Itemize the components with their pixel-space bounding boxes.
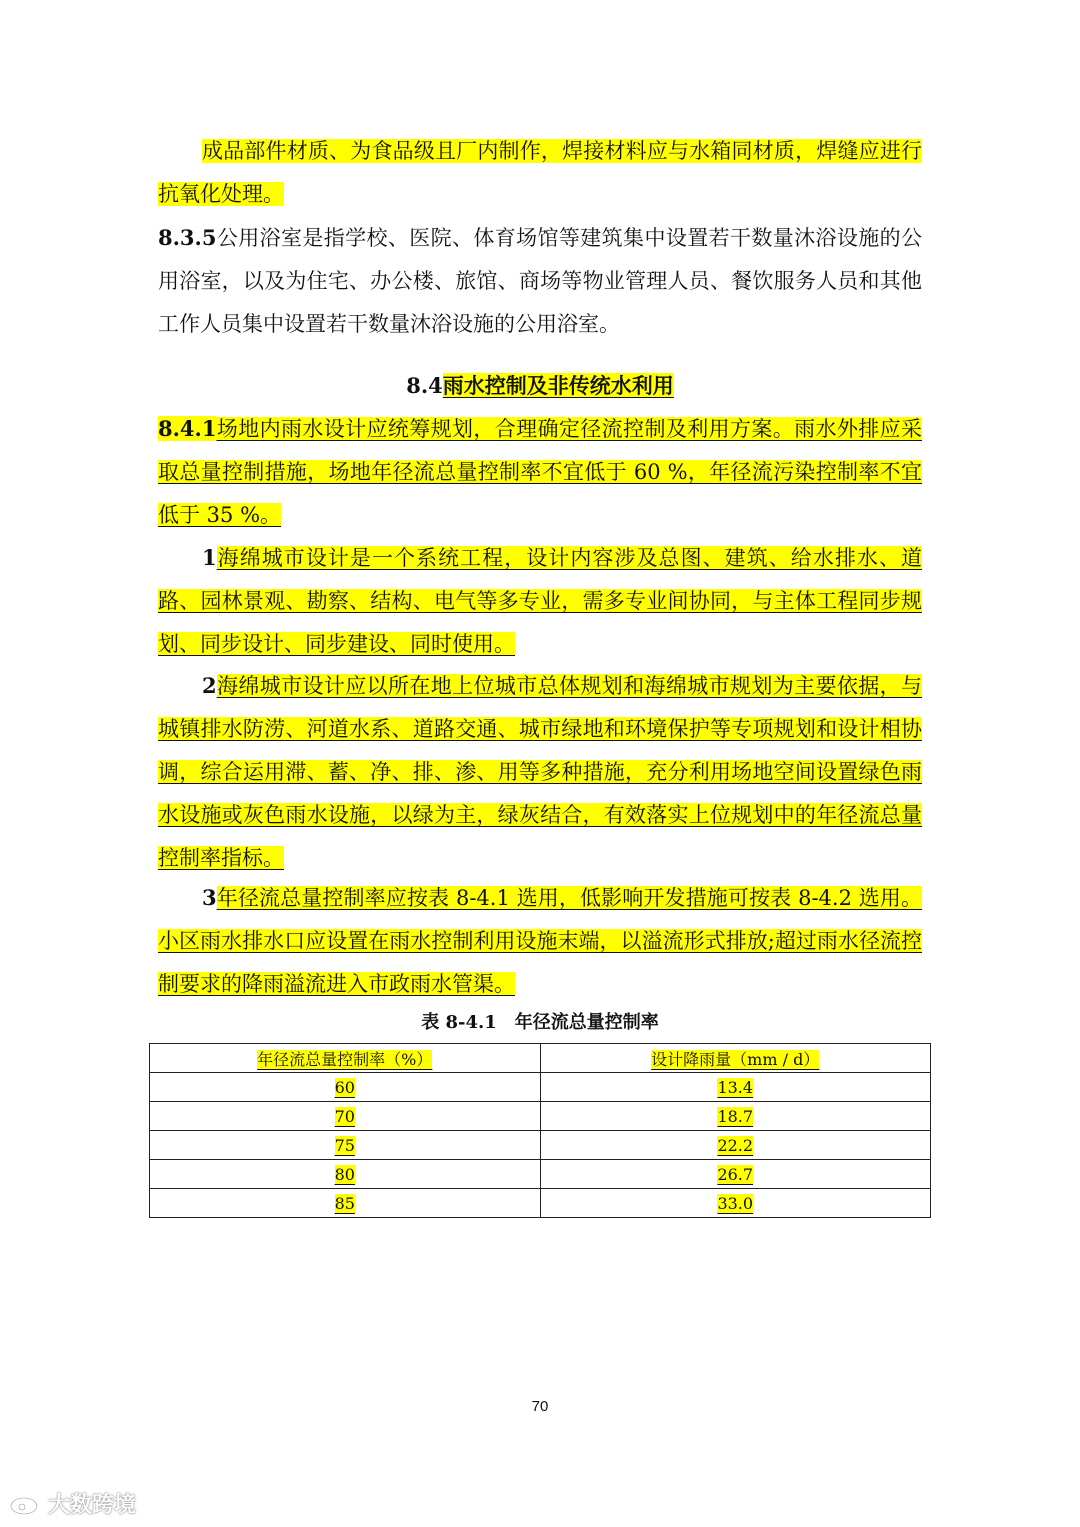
item-number: 2 <box>202 673 217 698</box>
cell-value: 22.2 <box>717 1135 754 1155</box>
table-row <box>150 1102 931 1131</box>
table-cell <box>540 1073 931 1102</box>
clause-8-3-5 <box>158 216 922 346</box>
paragraph-continuation <box>158 130 922 216</box>
table-cell <box>150 1160 541 1189</box>
clause-text: 场地内雨水设计应统筹规划，合理确定径流控制及利用方案。雨水外排应采取总量控制措施，场地年径流总量控制率不宜低于 60 %，年径流污染控制率不宜低于 35 %。 <box>158 417 922 527</box>
clause-item-2 <box>158 664 922 880</box>
clause-number: 8.4.1 <box>158 416 217 441</box>
item-number: 1 <box>202 545 217 570</box>
clause-text: 公用浴室是指学校、医院、体育场馆等建筑集中设置若干数量沐浴设施的公用浴室，以及为住宅、办公楼、旅馆、商场等物业管理人员、餐饮服务人员和其他工作人员集中设置若干数量沐浴设施的公用浴室。 <box>158 226 922 336</box>
table-row <box>150 1189 931 1218</box>
weibo-logo-icon <box>8 1493 44 1515</box>
item-text: 海绵城市设计是一个系统工程，设计内容涉及总图、建筑、给水排水、道路、园林景观、勘察、结构、电气等多专业，需多专业间协同，与主体工程同步规划、同步设计、同步建设、同时使用。 <box>158 546 922 656</box>
header-cell <box>540 1044 931 1073</box>
cell-value: 26.7 <box>717 1164 754 1184</box>
item-number: 3 <box>202 885 217 910</box>
watermark-text: 大数跨境 <box>48 1493 137 1518</box>
table-header-row <box>150 1044 931 1073</box>
runoff-control-table <box>149 1043 931 1218</box>
table-cell <box>540 1189 931 1218</box>
table-row <box>150 1160 931 1189</box>
watermark <box>8 1488 136 1519</box>
highlighted-text: 成品部件材质、为食品级且厂内制作，焊接材料应与水箱同材质，焊缝应进行抗氧化处理。 <box>158 139 922 206</box>
table-cell <box>540 1160 931 1189</box>
cell-value: 13.4 <box>717 1077 754 1097</box>
section-title-text: 雨水控制及非传统水利用 <box>442 373 674 398</box>
section-number: 8.4 <box>406 373 443 398</box>
table-row <box>150 1131 931 1160</box>
table-cell <box>150 1189 541 1218</box>
cell-value: 18.7 <box>717 1106 754 1126</box>
table-cell <box>540 1131 931 1160</box>
table-cell <box>150 1131 541 1160</box>
cell-value: 75 <box>334 1135 355 1155</box>
page-number: 70 <box>531 1398 549 1415</box>
clause-8-4-1 <box>158 407 922 537</box>
table-cell <box>150 1073 541 1102</box>
header-cell <box>150 1044 541 1073</box>
section-title <box>0 364 1080 407</box>
table-row <box>150 1073 931 1102</box>
cell-value: 60 <box>334 1077 355 1097</box>
clause-item-1 <box>158 536 922 666</box>
item-text: 年径流总量控制率应按表 8-4.1 选用，低影响开发措施可按表 8-4.2 选用。小区雨水排水口应设置在雨水控制利用设施末端，以溢流形式排放;超过雨水径流控制要求的降雨溢流进入市政雨水管渠。 <box>158 886 922 996</box>
clause-item-3 <box>158 876 922 1006</box>
table-title: 表 8-4.1 年径流总量控制率 <box>421 1012 659 1033</box>
cell-value: 70 <box>334 1106 355 1126</box>
header-label: 设计降雨量（mm / d） <box>651 1049 820 1069</box>
cell-value: 85 <box>334 1193 355 1213</box>
cell-value: 33.0 <box>717 1193 754 1213</box>
cell-value: 80 <box>334 1164 355 1184</box>
clause-number: 8.3.5 <box>158 225 217 250</box>
item-text: 海绵城市设计应以所在地上位城市总体规划和海绵城市规划为主要依据，与城镇排水防涝、河道水系、道路交通、城市绿地和环境保护等专项规划和设计相协调，综合运用滞、蓄、净、排、渗、用等多种措施，充分利用场地空间设置绿色雨水设施或灰色雨水设施，以绿为主，绿灰结合，有效落实上位规划中的年径流总量控制率指标。 <box>158 674 922 870</box>
table-cell <box>150 1102 541 1131</box>
table-cell <box>540 1102 931 1131</box>
header-label: 年径流总量控制率（%） <box>257 1049 433 1069</box>
